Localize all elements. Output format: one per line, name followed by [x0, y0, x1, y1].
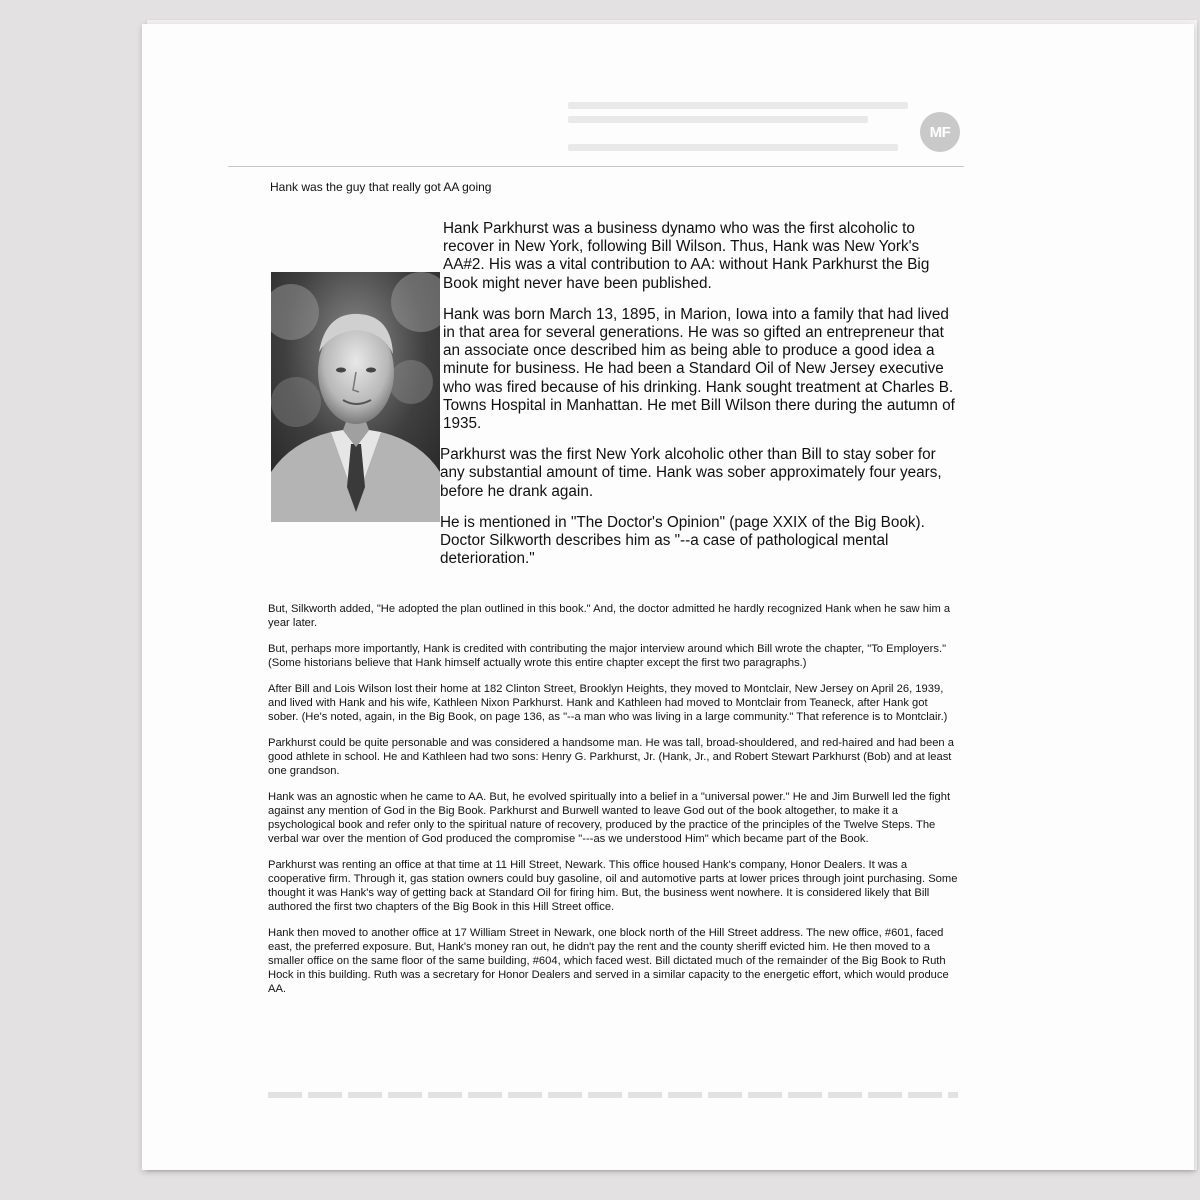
- body-paragraph: Parkhurst was renting an office at that time at 11 Hill Street, Newark. This office housed Hank's company, Honor Dealers. It was a cooperative firm. Through it, gas station owners could buy gasoline, oil and automotive parts at lower prices through joint purchasing. Some thought it was Hank's way of getting back at Standard Oil for firing him. But, the business went nowhere. It is considered likely that Bill authored the first two chapters of the Big Book in this Hill Street office.: [268, 859, 958, 913]
- show-through-text: [568, 144, 898, 151]
- header-divider: [228, 166, 964, 167]
- body-paragraph: But, Silkworth added, "He adopted the plan outlined in this book." And, the doctor admitted he hardly recognized Hank when he saw him a year later.: [268, 603, 951, 629]
- lead-text: [440, 220, 963, 581]
- body-paragraph: Hank then moved to another office at 17 William Street in Newark, one block north of the Hill Street address. The new office, #601, faced east, the preferred exposure. But, Hank's money ran out, he didn't pay the rent and the county sheriff evicted him. He then moved to a smaller office on the same floor of the same building, #604, which faced west. Bill dictated much of the remainder of the Big Book to Ruth Hock in this building. Ruth was a secretary for Honor Dealers and served in a similar capacity to the energetic effort, which would produce AA.: [268, 927, 949, 995]
- show-through-text: [568, 116, 868, 123]
- document-page: [142, 24, 1194, 1170]
- body-paragraph: Parkhurst could be quite personable and was considered a handsome man. He was tall, broad-shouldered, and red-haired and had been a good athlete in school. He and Kathleen had two sons: Henry G. Parkhurst, Jr. (Hank, Jr., and Robert Stewart Parkhurst (Bob) and at least one grandson.: [268, 737, 954, 777]
- page-title: Hank was the guy that really got AA going: [270, 180, 492, 194]
- body-text: [268, 602, 958, 1008]
- lead-paragraph: Hank Parkhurst was a business dynamo who was the first alcoholic to recover in New York, following Bill Wilson. Thus, Hank was New York's AA#2. His was a vital contribution to AA: without Hank Parkhurst the Big Book might never have been published.: [443, 220, 930, 292]
- logo-badge-icon: [920, 112, 960, 152]
- body-paragraph: Hank was an agnostic when he came to AA. But, he evolved spiritually into a belief in a "universal power." He and Jim Burwell led the fight against any mention of God in the Big Book. Parkhurst and Burwell wanted to leave God out of the book altogether, to make it a psychological book and refer only to the spiritual nature of recovery, produced by the practice of the principles of the Twelve Steps. The verbal war over the mention of God produced the compromise "---as we understood Him" which became part of the Book.: [268, 791, 951, 845]
- lead-paragraph: Parkhurst was the first New York alcoholic other than Bill to stay sober for any substantial amount of time. Hank was sober approximately four years, before he drank again.: [440, 446, 942, 500]
- logo-text: MF: [929, 123, 951, 141]
- show-through-text: [568, 102, 908, 109]
- faded-text-line: [268, 1092, 958, 1098]
- lead-paragraph: Hank was born March 13, 1895, in Marion, Iowa into a family that had lived in that area for several generations. He was so gifted an entrepreneur that an associate once described him as being able to produce a good idea a minute for business. He had been a Standard Oil of New Jersey executive who was fired because of his drinking. Hank sought treatment at Charles B. Towns Hospital in Manhattan. He met Bill Wilson there during the autumn of 1935.: [443, 305, 955, 433]
- body-paragraph: But, perhaps more importantly, Hank is credited with contributing the major interview around which Bill wrote the chapter, "To Employers." (Some historians believe that Hank himself actually wrote this entire chapter except the first two paragraphs.): [268, 643, 947, 669]
- lead-paragraph: He is mentioned in "The Doctor's Opinion" (page XXIX of the Big Book). Doctor Silkworth describes him as "--a case of pathological mental deterioration.": [440, 513, 925, 568]
- body-paragraph: After Bill and Lois Wilson lost their home at 182 Clinton Street, Brooklyn Heights, they moved to Montclair, New Jersey on April 26, 1939, and lived with Hank and his wife, Kathleen Nixon Parkhurst. Hank and Kathleen had moved to Montclair from Teaneck, after Hank got sober. (He's noted, again, in the Big Book, on page 136, as "--a man who was living in a large community." That reference is to Montclair.): [268, 683, 948, 723]
- portrait-photo-icon: [271, 272, 440, 522]
